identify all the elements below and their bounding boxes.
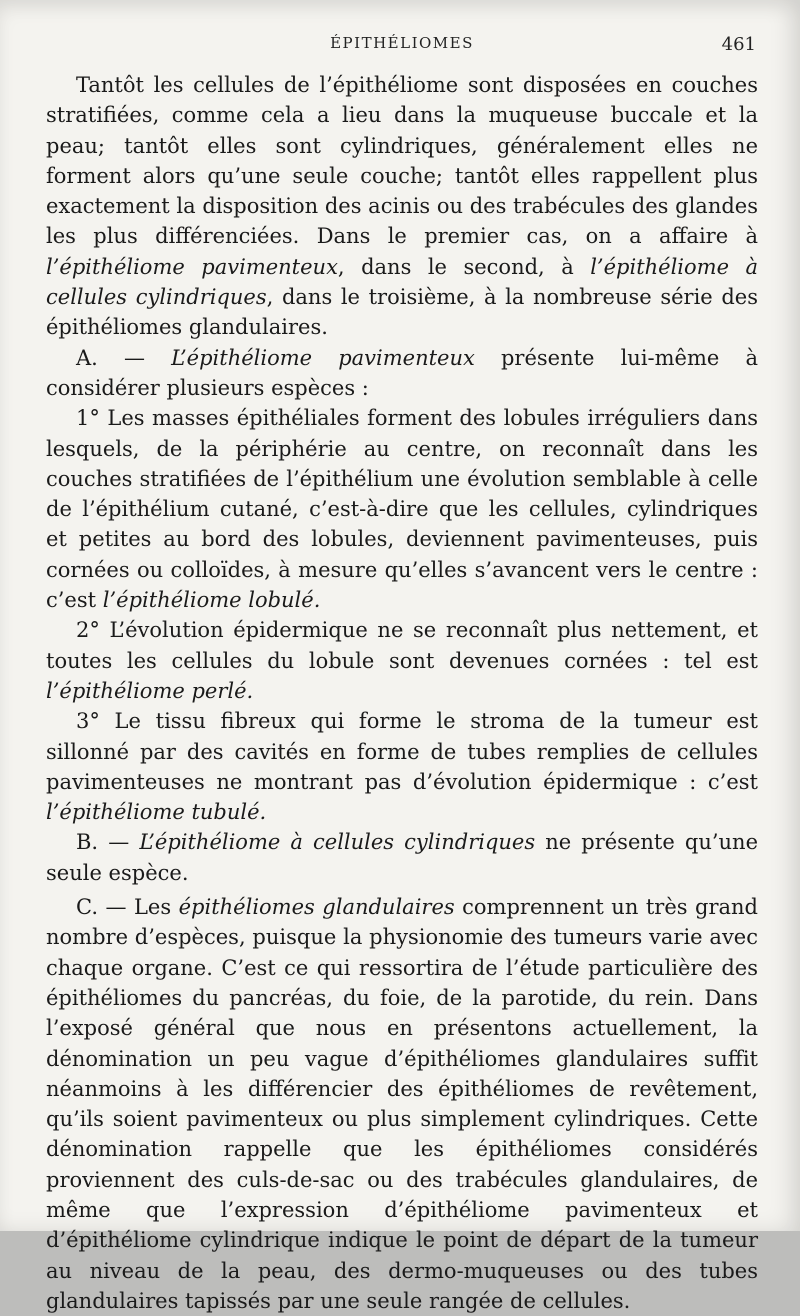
body-text: Tantôt les cellules de l’épithéliome sont disposées en couches stratifiées, comme cela a lieu dans la muqueuse buccale et la peau; tantôt elles sont cylindriques, généralement elles ne forment alors qu’une seule couche; tantôt elles rappellent plus exactement la disposition des acinis ou des trabécules des glandes les plus différenciées. Dans le premier cas, on a affaire à (46, 73, 758, 249)
body-text: comprennent un très grand nombre d’espèces, puisque la physionomie des tumeurs varie avec chaque organe. C’est ce qui ressortira de l’étude particulière des épithéliomes du pancréas, du foie, de la parotide, du rein. Dans l’exposé général que nous en présentons actuellement, la dénomination un peu vague d’épithéliomes glandulaires suffit néanmoins à les différencier des épithéliomes de revêtement, qu’ils soient pavimenteux ou plus simplement cylindriques. Cette dénomination rappelle que les épithéliomes considérés proviennent des culs-de-sac ou des trabécules glandulaires, de même que l’expression d’épithéliome pavimenteux et d’épithéliome cylindrique indique le point de départ de la tumeur au niveau de la peau, des dermo-muqueuses ou des tubes glandulaires tapissés par une seule rangée de cellules. (46, 895, 758, 1313)
body-text: 2° L’évolution épidermique ne se reconnaît plus nettement, et toutes les cellules du lobule sont devenues cornées : tel est (46, 618, 758, 673)
paragraph-species-3 (46, 706, 758, 827)
body-text: 3° Le tissu fibreux qui forme le stroma de la tumeur est sillonné par des cavités en forme de tubes remplies de cellules pavimenteuses ne montrant pas d’évolution épidermique : c’est (46, 709, 758, 794)
italic-text: l’épithéliome à cellules cylindriques (46, 254, 759, 310)
body-text: A. — (76, 345, 172, 370)
body-text: présente lui-même à considérer plusieurs espèces : (46, 345, 758, 400)
running-title: ÉPITHÉLIOMES (330, 34, 474, 52)
body-text: ne présente qu’une seule espèce. (46, 830, 758, 885)
paragraph-section-b (46, 827, 758, 888)
paragraph-species-1 (46, 403, 758, 615)
body-text: , dans le troisième, à la nombreuse série des épithéliomes glandulaires. (46, 285, 758, 340)
paragraph-species-2 (46, 615, 758, 706)
page-body (46, 70, 758, 1316)
body-text: C. — Les (76, 895, 179, 920)
page-number: 461 (721, 34, 756, 55)
italic-text: l’épithéliome tubulé. (46, 800, 267, 825)
page-header (48, 34, 756, 58)
italic-text: L’épithéliome pavimenteux (171, 345, 475, 370)
body-text: B. — (76, 830, 140, 855)
body-text: , dans le second, à (337, 254, 591, 279)
italic-text: l’épithéliome lobulé. (102, 588, 321, 613)
paragraph-section-c (46, 892, 758, 1316)
italic-text: L’épithéliome à cellules cylindriques (139, 830, 536, 855)
paragraph-section-a (46, 343, 758, 404)
italic-text: l’épithéliome perlé. (46, 678, 254, 703)
italic-text: l’épithéliome pavimenteux (46, 254, 338, 279)
paragraph-intro (46, 70, 758, 343)
italic-text: épithéliomes glandulaires (178, 895, 455, 920)
body-text: 1° Les masses épithéliales forment des lobules irréguliers dans lesquels, de la périphérie au centre, on reconnaît dans les couches stratifiées de l’épithélium une évolution semblable à celle de l’épithélium cutané, c’est-à-dire que les cellules, cylindriques et petites au bord des lobules, deviennent pavimenteuses, puis cornées ou colloïdes, à mesure qu’elles s’avancent vers le centre : c’est (46, 406, 758, 613)
